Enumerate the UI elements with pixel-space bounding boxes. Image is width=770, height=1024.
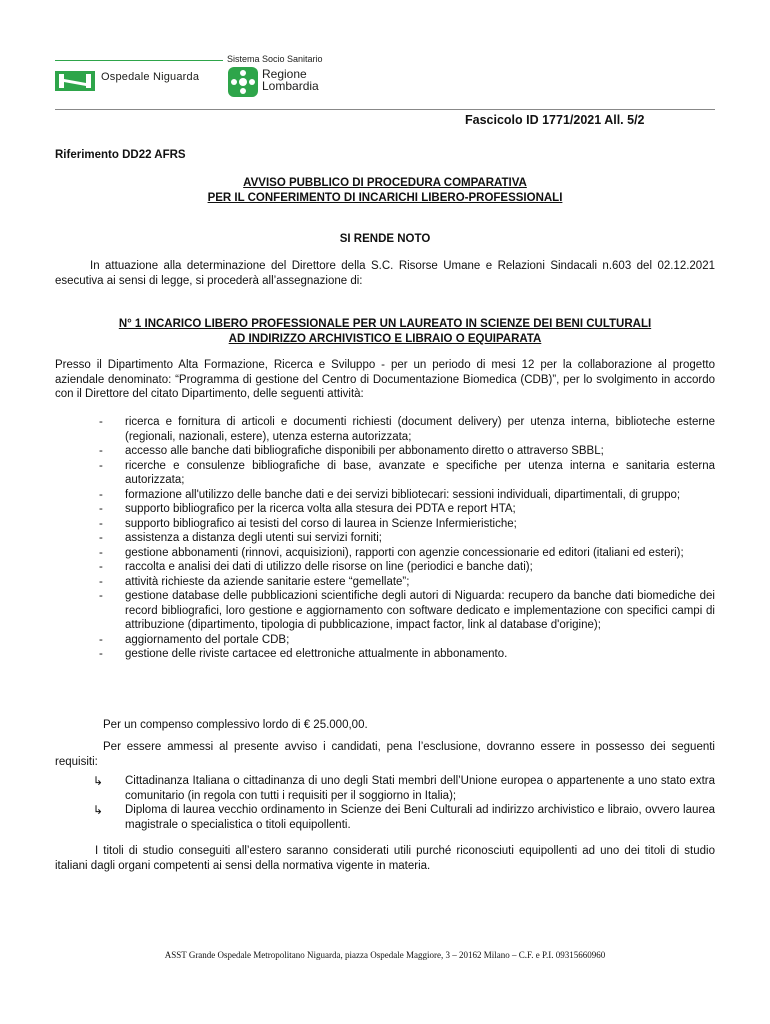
activity-text: gestione delle riviste cartacee ed elettroniche attualmente in abbonamento. [125, 648, 508, 660]
notice-title-line1: AVVISO PUBBLICO DI PROCEDURA COMPARATIVA [243, 177, 527, 189]
activity-text: gestione abbonamenti (rinnovi, acquisizioni), rapporti con agenzie concessionarie ed editori (italiani ed esteri); [125, 546, 684, 559]
page-footer: ASST Grande Ospedale Metropolitano Niguarda, piazza Ospedale Maggiore, 3 – 20162 Milano – C.F. e P.I. 09315660960 [164, 950, 606, 960]
requisiti-list [55, 774, 715, 832]
bullet-dash: - [99, 648, 103, 660]
list-item [55, 575, 715, 590]
list-item [55, 517, 715, 532]
intro-paragraph: In attuazione alla determinazione del Direttore della S.C. Risorse Umane e Relazioni Sindacali n.603 del 02.12.2021 esecutiva ai sensi di legge, si procederà all’assegnazione di: [55, 260, 715, 287]
riferimento: Riferimento DD22 AFRS [55, 149, 186, 161]
bullet-dash: - [99, 575, 103, 588]
list-item [55, 415, 715, 444]
hospital-name: Ospedale Niguarda [101, 71, 200, 83]
requisito-text: Diploma di laurea vecchio ordinamento in Scienze dei Beni Culturali ad indirizzo archivistico e libraio, ovvero laurea magistrale o specialistica o titoli equipollenti. [125, 804, 715, 831]
requisito-text: Cittadinanza Italiana o cittadinanza di uno degli Stati membri dell’Unione europea o appartenente a uno stato extra comunitario (in regola con tutti i requisiti per il soggiorno in Italia); [125, 775, 715, 802]
bullet-dash: - [99, 459, 103, 472]
arrow-bullet-icon: ↳ [93, 803, 104, 817]
activity-text: ricerca e fornitura di articoli e documenti richiesti (document delivery) per utenza interna, biblioteche esterne (regionali, nazionali, estere), utenza esterna autorizzata; [125, 416, 715, 443]
sistema-socio-sanitario-label: Sistema Socio Sanitario [227, 54, 323, 64]
incarico-title [55, 317, 715, 347]
incarico-title-line2: AD INDIRIZZO ARCHIVISTICO E LIBRAIO O EQUIPARATA [228, 333, 542, 345]
arrow-bullet-icon: ↳ [93, 774, 104, 788]
requisiti-intro: Per essere ammessi al presente avviso i candidati, pena l’esclusione, dovranno essere in possesso dei seguenti requisiti: [55, 741, 715, 768]
activity-text: assistenza a distanza degli utenti sui servizi forniti; [125, 532, 382, 544]
activity-text: attività richieste da aziende sanitarie estere “gemellate”; [125, 575, 410, 588]
incarico-title-line1: N° 1 INCARICO LIBERO PROFESSIONALE PER UN LAUREATO IN SCIENZE DEI BENI CULTURALI [118, 318, 652, 330]
activity-text: aggiornamento del portale CDB; [125, 633, 290, 646]
bullet-dash: - [99, 532, 103, 544]
activity-text: supporto bibliografico per la ricerca volta alla stesura dei PDTA e report HTA; [125, 503, 516, 515]
bullet-dash: - [99, 561, 103, 573]
activity-text: raccolta e analisi dei dati di utilizzo delle risorse on line (periodici e banche dati); [125, 561, 533, 573]
list-item [55, 560, 715, 575]
list-item [55, 803, 715, 832]
list-item [55, 502, 715, 517]
list-item [55, 647, 715, 662]
list-item [55, 774, 715, 803]
activity-text: gestione database delle pubblicazioni scientifiche degli autori di Niguarda: recupero da banche dati biomediche dei record bibliografici, loro gestione e aggiornamento con software dedicato e implementazione con specifici campi di attribuzione (dipartimento, tipologia di pubblicazione, impact factor, link al database d'origine); [125, 590, 715, 631]
regione-lombardia-logo-icon [228, 67, 258, 97]
bullet-dash: - [99, 590, 103, 602]
header-rule [55, 109, 715, 110]
bullet-dash: - [99, 445, 103, 457]
activity-text: formazione all'utilizzo delle banche dati e dei servizi bibliotecari: sessioni individuali, dipartimentali, di gruppo; [125, 488, 681, 501]
list-item [55, 459, 715, 488]
list-item [55, 531, 715, 546]
region-name [262, 68, 319, 92]
list-item [55, 589, 715, 633]
niguarda-logo-icon [55, 71, 95, 91]
list-item [55, 633, 715, 648]
fascicolo-id: Fascicolo ID 1771/2021 All. 5/2 [465, 113, 645, 127]
activity-text: ricerche e consulenze bibliografiche di base, avanzate e specifiche per utenza interna e sanitaria esterna autorizzata; [125, 459, 715, 486]
bullet-dash: - [99, 633, 103, 646]
list-item [55, 488, 715, 503]
bullet-dash: - [99, 416, 103, 428]
notice-title-line2: PER IL CONFERIMENTO DI INCARICHI LIBERO-PROFESSIONALI [207, 192, 563, 204]
list-item [55, 444, 715, 459]
presso-paragraph: Presso il Dipartimento Alta Formazione, Ricerca e Sviluppo - per un periodo di mesi 12 per la collaborazione al progetto aziendale denominato: “Programma di gestione del Centro di Documentazione Biomedica (CDB)”, per lo svolgimento in accordo con il Direttore del citato Dipartimento, delle seguenti attività: [55, 359, 715, 400]
bullet-dash: - [99, 517, 103, 530]
compenso-paragraph: Per un compenso complessivo lordo di € 25.000,00. [103, 719, 368, 731]
activity-text: supporto bibliografico ai tesisti del corso di laurea in Scienze Infermieristiche; [125, 517, 517, 530]
region-name-line2: Lombardia [262, 79, 319, 93]
titoli-paragraph: I titoli di studio conseguiti all’estero saranno considerati utili purché riconosciuti equipollenti ad uno dei titoli di studio italiani dagli organi competenti ai sensi della normativa vigente in materia. [55, 845, 715, 872]
list-item [55, 546, 715, 561]
activity-text: accesso alle banche dati bibliografiche disponibili per abbonamento diretto o attraverso SBBL; [125, 445, 604, 457]
bullet-dash: - [99, 546, 103, 559]
bullet-dash: - [99, 488, 103, 501]
logo-divider-line [55, 60, 223, 61]
bullet-dash: - [99, 503, 103, 515]
activities-list [55, 415, 715, 662]
notice-title [55, 176, 715, 206]
si-rende-noto-heading: SI RENDE NOTO [339, 233, 431, 245]
region-name-line1: Regione [262, 67, 307, 81]
